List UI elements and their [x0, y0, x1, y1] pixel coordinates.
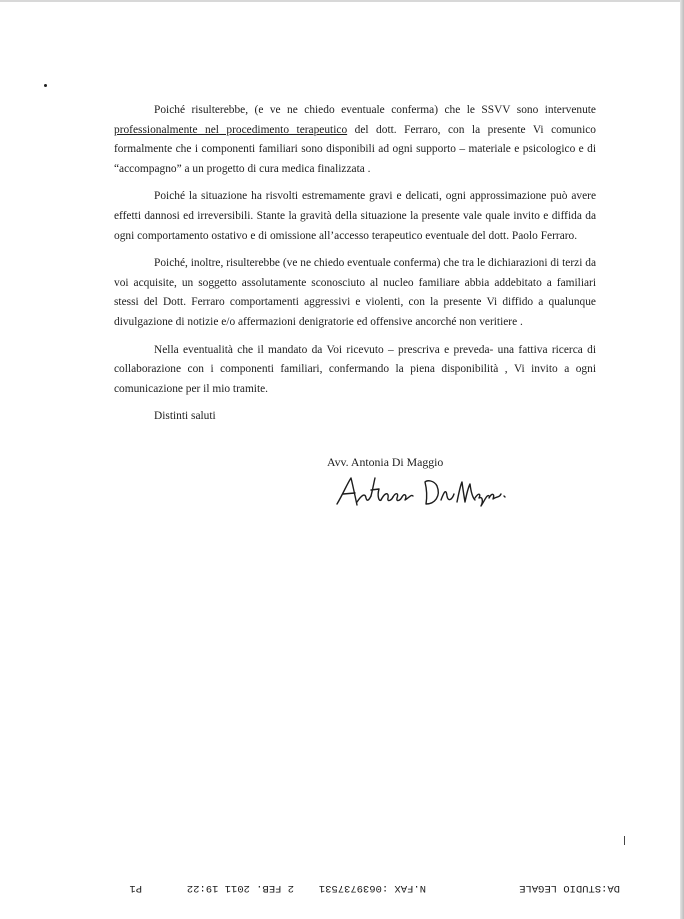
paragraph-1-underlined: professionalmente nel procedimento terapeutico — [114, 123, 348, 136]
paragraph-1-start: Poiché risulterebbe, (e ve ne chiedo eventuale conferma) che le SSVV sono intervenute — [154, 104, 596, 116]
scan-speck — [624, 836, 625, 845]
fax-transmission-header — [96, 876, 626, 896]
paragraph-1 — [114, 101, 596, 179]
fax-sender: DA:STUDIO LEGALE — [519, 882, 620, 894]
fax-datetime: 2 FEB. 2011 19:22 — [186, 882, 294, 894]
page-top-edge — [0, 0, 684, 2]
signer-name: Avv. Antonia Di Maggio — [327, 455, 444, 469]
paragraph-3: Poiché, inoltre, risulterebbe (ve ne chiedo eventuale conferma) che tra le dichiarazioni di terzi da voi acquisite, un soggetto assolutamente sconosciuto al nucleo familiare abbia addebitato a familiari stessi del Dott. Ferraro comportamenti aggressivi e violenti, con la presente Vi diffido a qualunque divulgazione di notizie e/o affermazioni denigratorie ed offensive ancorché non veritiere . — [114, 257, 596, 328]
scan-dot — [44, 84, 47, 87]
page-right-edge — [680, 0, 684, 919]
letter-body — [114, 101, 596, 435]
paragraph-4: Nella eventualità che il mandato da Voi ricevuto – prescriva e preveda- una fattiva ricerca di collaborazione con i componenti familiari, confermando la piena disponibilità , Vi invito a ogni comunicazione per il mio tramite. — [114, 343, 596, 395]
paragraph-1-end: del dott. Ferraro, con la presente Vi comunico formalmente che i componenti familiari sono disponibili ad ogni supporto – materiale e psicologico e di “accompagno” a un progetto di cura medica finalizzata . — [114, 123, 596, 175]
fax-number: N.FAX :0639737531 — [318, 882, 426, 894]
paragraph-2: Poiché la situazione ha risvolti estremamente gravi e delicati, ogni approssimazione può avere effetti dannosi ed irreversibili. Stante la gravità della situazione la presente vale quale invito e diffida da ogni comportamento ostativo e di omissione all’accesso terapeutico eventuale del dott. Paolo Ferraro. — [114, 190, 596, 242]
closing-salutation: Distinti saluti — [154, 410, 216, 423]
handwritten-signature — [333, 472, 513, 512]
fax-page-number: P1 — [129, 882, 142, 894]
